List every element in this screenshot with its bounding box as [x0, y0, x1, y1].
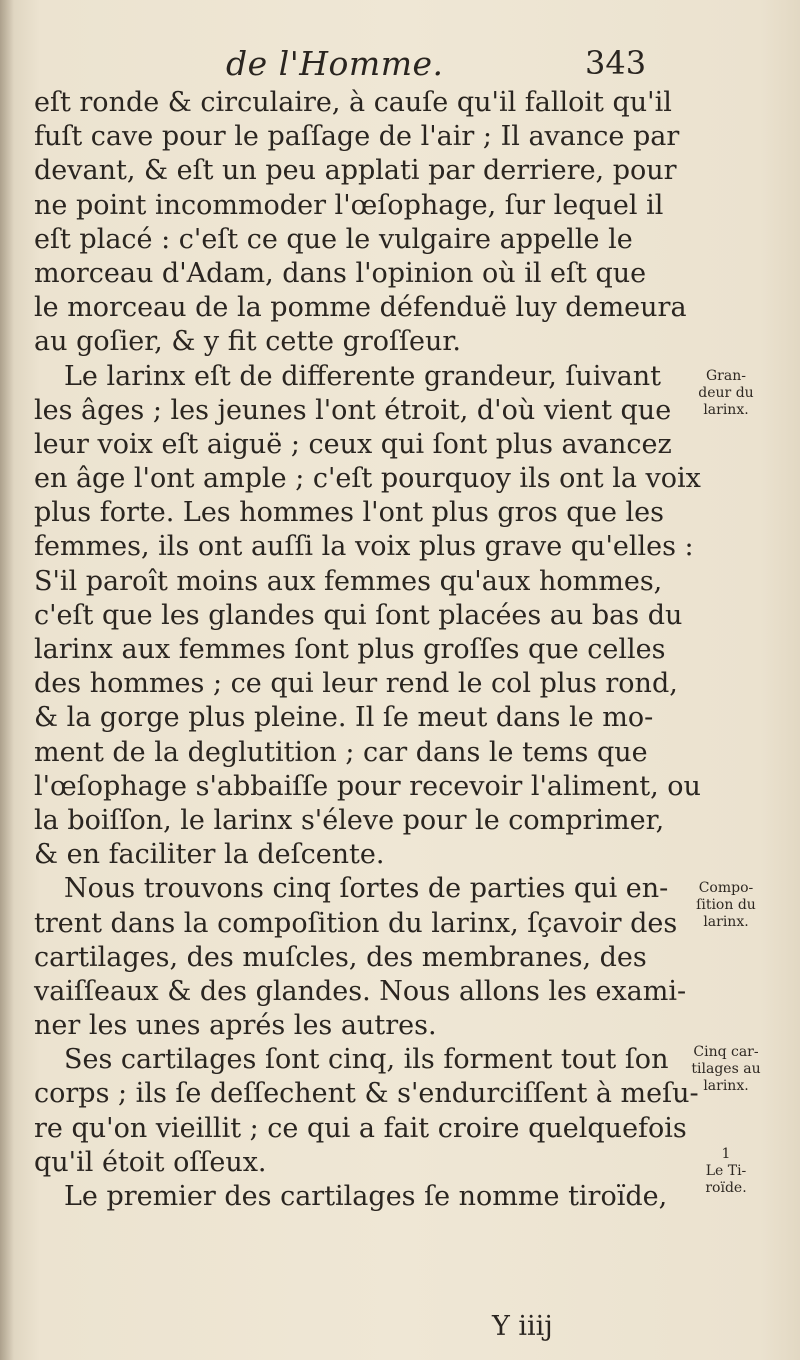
text-line: qu'il étoit oſſeux.: [34, 1146, 267, 1178]
margin-note-line: Le Ti-: [705, 1163, 747, 1179]
text-line: femmes, ils ont auſſi la voix plus grave qu'elles :: [34, 531, 694, 563]
text-line: & la gorge plus pleine. Il ſe meut dans le mo-: [34, 702, 654, 734]
text-line: re qu'on vieillit ; ce qui a fait croire quelquefois: [34, 1112, 687, 1144]
margin-note-line: Gran-: [706, 368, 746, 384]
margin-note-grandeur: [662, 368, 790, 419]
text-line: des hommes ; ce qui leur rend le col plus rond,: [34, 668, 678, 700]
text-line: ne point incommoder l'œſophage, ſur lequel il: [34, 189, 664, 221]
text-line: devant, & eſt un peu applati par derriere, pour: [34, 155, 677, 187]
text-line: vaiſſeaux & des glandes. Nous allons les exami-: [34, 975, 687, 1007]
signature-mark: Y iiij: [492, 1311, 553, 1342]
text-line: trent dans la compoſition du larinx, ſçavoir des: [34, 907, 678, 939]
margin-note-line: deur du: [698, 385, 754, 401]
margin-note-line: ſition du: [696, 897, 756, 913]
margin-note-line: Compo-: [698, 880, 754, 896]
text-line: eſt placé : c'eſt ce que le vulgaire appelle le: [34, 223, 633, 255]
page-number: 343: [585, 44, 647, 82]
paragraph-start-line: Le larinx eſt de differente grandeur, ſuivant: [64, 360, 662, 392]
margin-note-number: 1: [721, 1146, 731, 1162]
text-line: leur voix eſt aiguë ; ceux qui ſont plus avancez: [34, 428, 672, 460]
text-line: ment de la deglutition ; car dans le tems que: [34, 736, 648, 768]
text-line: fuſt cave pour le paſſage de l'air ; Il avance par: [34, 121, 680, 153]
text-line: l'œſophage s'abbaiſſe pour recevoir l'aliment, ou: [34, 770, 701, 802]
margin-note-composition: [662, 880, 790, 931]
margin-note-line: tilages au: [691, 1061, 761, 1077]
text-line: morceau d'Adam, dans l'opinion où il eſt que: [34, 257, 647, 289]
text-line: les âges ; les jeunes l'ont étroit, d'où vient que: [34, 394, 672, 426]
margin-note-line: larinx.: [703, 914, 749, 930]
margin-note-tiroide: [662, 1146, 790, 1197]
text-line: S'il paroît moins aux femmes qu'aux hommes,: [34, 565, 663, 597]
paragraph-start-line: Nous trouvons cinq ſortes de parties qui en-: [64, 873, 669, 905]
text-line: corps ; ils ſe deſſechent & s'endurciſſent à meſu-: [34, 1078, 699, 1110]
margin-note-line: larinx.: [703, 402, 749, 418]
margin-note-line: larinx.: [703, 1078, 749, 1094]
text-line: ner les unes aprés les autres.: [34, 1010, 437, 1042]
text-line: larinx aux femmes ſont plus groſſes que celles: [34, 634, 666, 665]
text-line: eſt ronde & circulaire, à cauſe qu'il falloit qu'il: [34, 87, 672, 118]
margin-note-cartilages: [662, 1044, 790, 1095]
text-line: au goſier, & y fit cette groſſeur.: [34, 326, 461, 358]
text-line: & en faciliter la deſcente.: [34, 839, 385, 871]
text-line: la boiſſon, le larinx s'éleve pour le comprimer,: [34, 804, 665, 836]
paragraph-start-line: Le premier des cartilages ſe nomme tiroïde,: [64, 1181, 668, 1212]
text-line: plus forte. Les hommes l'ont plus gros que les: [34, 497, 664, 529]
margin-note-line: roïde.: [705, 1180, 747, 1196]
text-line: en âge l'ont ample ; c'eſt pourquoy ils ont la voix: [34, 463, 701, 495]
text-line: c'eſt que les glandes qui ſont placées au bas du: [34, 599, 683, 631]
margin-note-line: Cinq car-: [693, 1044, 759, 1060]
text-line: le morceau de la pomme défenduë luy demeura: [34, 292, 687, 324]
gutter-shadow: [0, 0, 14, 1360]
running-title: de l'Homme.: [226, 44, 444, 83]
text-line: cartilages, des muſcles, des membranes, des: [34, 941, 647, 973]
body-text: [34, 86, 701, 1214]
paragraph-start-line: Ses cartilages ſont cinq, ils forment tout ſon: [64, 1044, 669, 1076]
